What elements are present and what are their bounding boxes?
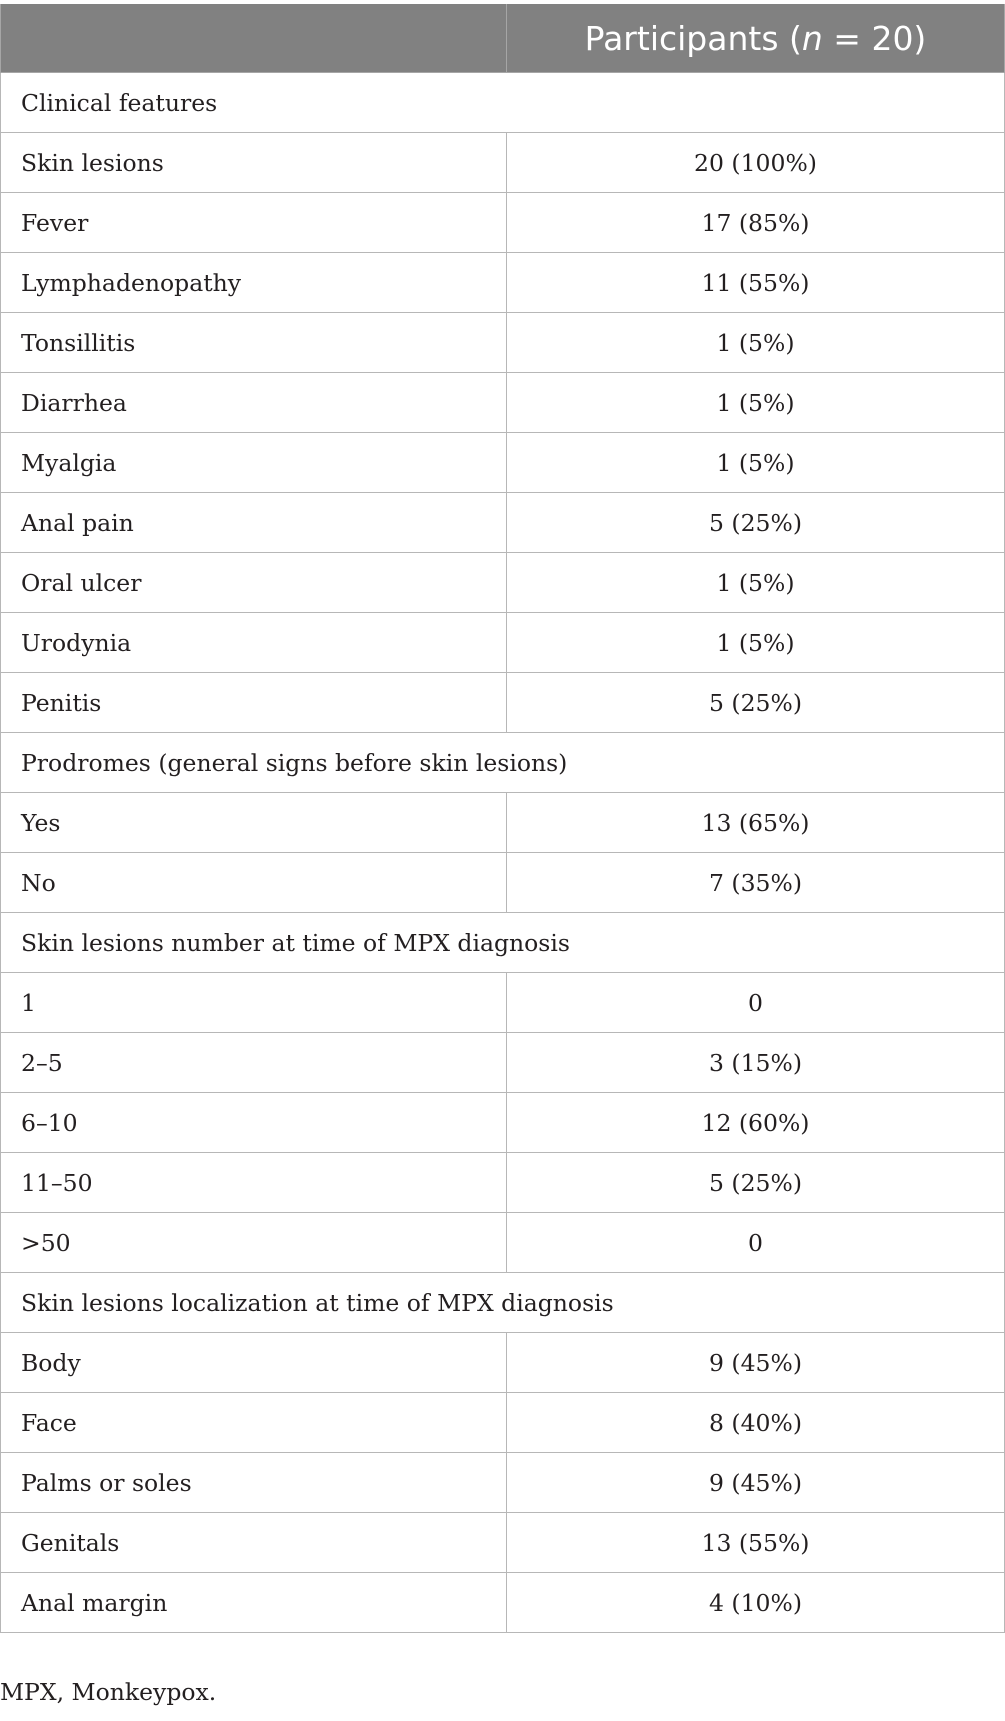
row-label: Palms or soles [1,1453,507,1513]
data-table-container [0,4,1004,1633]
row-value: 9 (45%) [507,1333,1005,1393]
row-value: 1 (5%) [507,313,1005,373]
header-n-symbol: n [801,18,823,58]
row-label: Lymphadenopathy [1,253,507,313]
row-value: 5 (25%) [507,493,1005,553]
table-footnote: MPX, Monkeypox. [0,1678,217,1706]
table-row [1,553,1005,613]
table-body [1,73,1005,1633]
row-label: Face [1,1393,507,1453]
section-row [1,73,1005,133]
row-value: 11 (55%) [507,253,1005,313]
section-row [1,733,1005,793]
header-row [1,4,1005,73]
row-label: Penitis [1,673,507,733]
table-row [1,433,1005,493]
table-row [1,973,1005,1033]
row-value: 1 (5%) [507,553,1005,613]
row-value: 1 (5%) [507,613,1005,673]
row-label: Skin lesions [1,133,507,193]
table-row [1,1093,1005,1153]
row-value: 9 (45%) [507,1453,1005,1513]
table-row [1,1573,1005,1633]
table-row [1,1453,1005,1513]
header-participants-prefix: Participants ( [584,18,802,58]
row-label: 2–5 [1,1033,507,1093]
row-value: 13 (55%) [507,1513,1005,1573]
row-label: Body [1,1333,507,1393]
table-row [1,1513,1005,1573]
row-label: 6–10 [1,1093,507,1153]
table-row [1,853,1005,913]
row-label: Oral ulcer [1,553,507,613]
section-label: Prodromes (general signs before skin lesions) [1,733,1005,793]
row-label: 1 [1,973,507,1033]
section-label: Skin lesions number at time of MPX diagnosis [1,913,1005,973]
clinical-features-table [0,4,1005,1633]
table-row [1,1033,1005,1093]
table-row [1,133,1005,193]
row-label: >50 [1,1213,507,1273]
row-label: Diarrhea [1,373,507,433]
section-row [1,913,1005,973]
row-value: 4 (10%) [507,1573,1005,1633]
table-row [1,793,1005,853]
row-label: Anal pain [1,493,507,553]
row-label: Myalgia [1,433,507,493]
table-row [1,1153,1005,1213]
row-value: 1 (5%) [507,373,1005,433]
row-label: Urodynia [1,613,507,673]
row-value: 5 (25%) [507,1153,1005,1213]
table-row [1,313,1005,373]
row-value: 3 (15%) [507,1033,1005,1093]
header-participants [507,4,1005,73]
row-value: 5 (25%) [507,673,1005,733]
row-label: Genitals [1,1513,507,1573]
header-empty-cell [1,4,507,73]
row-label: Tonsillitis [1,313,507,373]
row-value: 0 [507,973,1005,1033]
row-label: Yes [1,793,507,853]
table-row [1,253,1005,313]
table-row [1,1393,1005,1453]
row-value: 1 (5%) [507,433,1005,493]
row-label: Fever [1,193,507,253]
table-row [1,193,1005,253]
table-row [1,493,1005,553]
section-label: Skin lesions localization at time of MPX diagnosis [1,1273,1005,1333]
row-label: No [1,853,507,913]
row-value: 17 (85%) [507,193,1005,253]
row-value: 13 (65%) [507,793,1005,853]
section-label: Clinical features [1,73,1005,133]
table-row [1,373,1005,433]
row-value: 12 (60%) [507,1093,1005,1153]
table-row [1,673,1005,733]
row-label: 11–50 [1,1153,507,1213]
row-value: 8 (40%) [507,1393,1005,1453]
table-row [1,613,1005,673]
header-participants-suffix: = 20) [822,18,927,58]
row-value: 0 [507,1213,1005,1273]
row-value: 20 (100%) [507,133,1005,193]
row-label: Anal margin [1,1573,507,1633]
table-row [1,1333,1005,1393]
table-row [1,1213,1005,1273]
section-row [1,1273,1005,1333]
row-value: 7 (35%) [507,853,1005,913]
table-header [1,4,1005,73]
